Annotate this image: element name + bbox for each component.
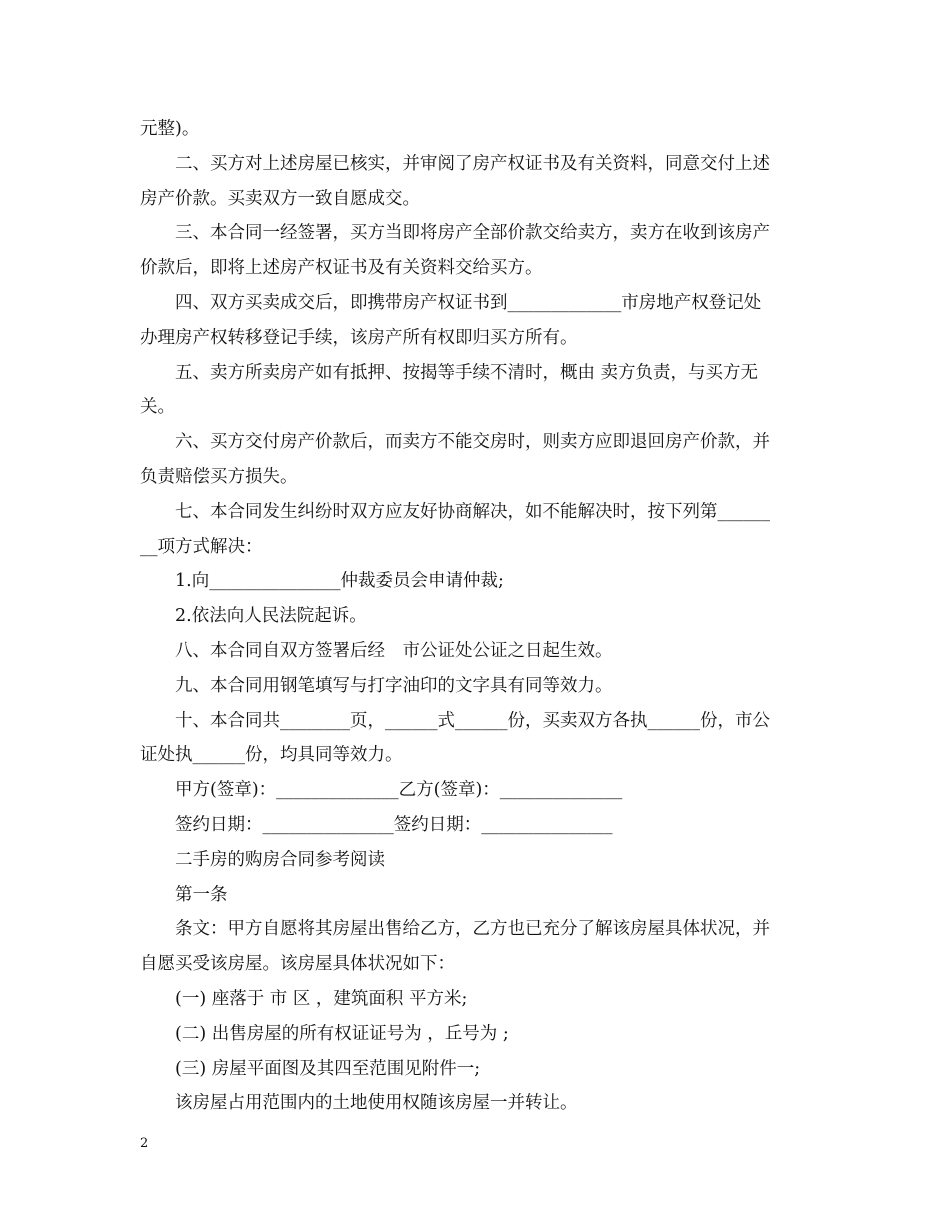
text-line: (二) 出售房屋的所有权证证号为 ，丘号为 ; [175, 1023, 509, 1044]
page-number: 2 [140, 1136, 149, 1151]
text-line: 八、本合同自双方签署后经 市公证处公证之日起生效。 [175, 640, 613, 661]
text-line: 负责赔偿买方损失。 [140, 466, 298, 487]
text-line: 价款后，即将上述房产权证书及有关资料交给买方。 [140, 258, 543, 279]
text-line: 自愿买受该房屋。该房屋具体状况如下： [140, 954, 455, 975]
text-line: 六、买方交付房产价款后，而卖方不能交房时，则卖方应即退回房产价款，并 [175, 432, 770, 453]
text-line: 三、本合同一经签署，买方当即将房产全部价款交给卖方，卖方在收到该房产 [175, 223, 770, 244]
text-line: 关。 [140, 397, 175, 418]
text-line: 五、卖方所卖房产如有抵押、按揭等手续不清时，概由 卖方负责，与买方无 [175, 362, 759, 383]
text-line: 2.依法向人民法院起诉。 [175, 606, 367, 627]
text-line: 二、买方对上述房屋已核实，并审阅了房产权证书及有关资料，同意交付上述 [175, 153, 770, 174]
text-line: 七、本合同发生纠纷时双方应友好协商解决，如不能解决时，按下列第______ [175, 501, 770, 522]
text-line: (三) 房屋平面图及其四至范围见附件一; [175, 1058, 481, 1079]
text-line: 十、本合同共________页，______式______份，买卖双方各执______份，市公 [175, 710, 770, 731]
text-line: 办理房产权转移登记手续，该房产所有权即归买方所有。 [140, 327, 578, 348]
text-line: 签约日期：_______________签约日期：_______________ [175, 814, 613, 835]
text-line: 房产价款。买卖双方一致自愿成交。 [140, 188, 420, 209]
text-line: 1.向_______________仲裁委员会申请仲裁; [175, 571, 504, 592]
text-line: 第一条 [175, 884, 228, 905]
text-line: 证处执______份，均具同等效力。 [140, 745, 403, 766]
text-line: 条文：甲方自愿将其房屋出售给乙方，乙方也已充分了解该房屋具体状况，并 [175, 919, 770, 940]
text-line: 元整)。 [140, 119, 200, 139]
document-body [140, 112, 812, 1121]
text-line: 二手房的购房合同参考阅读 [175, 849, 385, 870]
text-line: (一) 座落于 市 区 ，建筑面积 平方米; [175, 988, 468, 1009]
text-line: 甲方(签章)：______________乙方(签章)：______________ [175, 780, 623, 801]
text-line: 该房屋占用范围内的土地使用权随该房屋一并转让。 [175, 1093, 578, 1114]
text-line: 四、双方买卖成交后，即携带房产权证书到_____________市房地产权登记处 [175, 292, 762, 313]
text-line: __项方式解决： [140, 536, 263, 557]
text-line: 九、本合同用钢笔填写与打字油印的文字具有同等效力。 [175, 675, 613, 696]
